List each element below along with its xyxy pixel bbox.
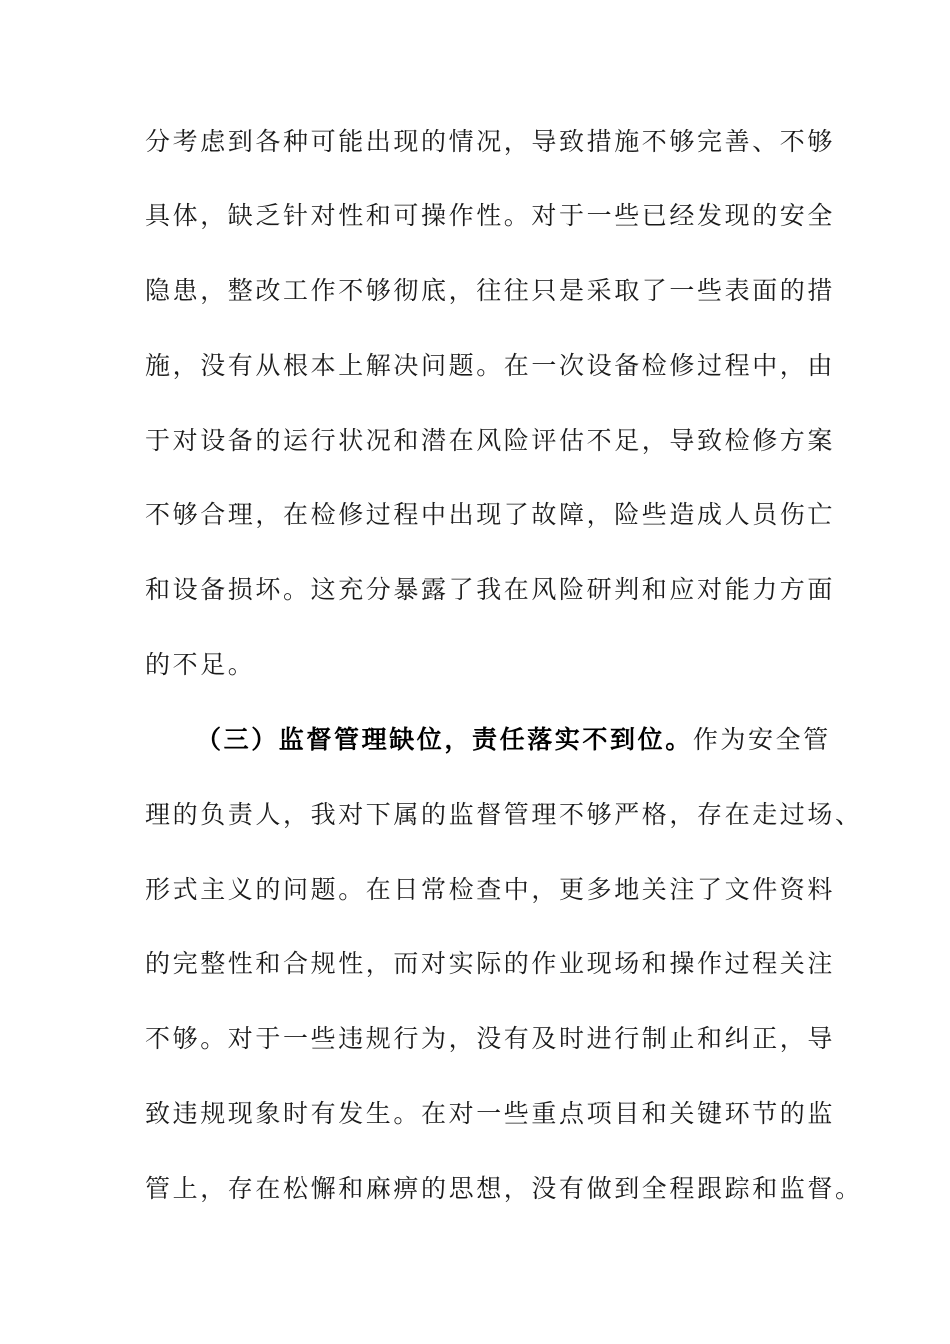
section-heading: （三）监督管理缺位，责任落实不到位。 (196, 725, 693, 754)
paragraph-line: 的不足。 (145, 650, 256, 679)
section-heading-line (196, 725, 831, 755)
paragraph-line: 不够合理，在检修过程中出现了故障，险些造成人员伤亡 (145, 500, 836, 529)
paragraph-line: 理的负责人，我对下属的监督管理不够严格，存在走过场、 (145, 800, 863, 829)
paragraph-line: 管上，存在松懈和麻痹的思想，没有做到全程跟踪和监督。 (145, 1174, 863, 1203)
paragraph-line: 的完整性和合规性，而对实际的作业现场和操作过程关注 (145, 949, 836, 978)
paragraph-line: 隐患，整改工作不够彻底，往往只是采取了一些表面的措 (145, 276, 836, 305)
paragraph-line: 和设备损坏。这充分暴露了我在风险研判和应对能力方面 (145, 575, 836, 604)
paragraph-line: 具体，缺乏针对性和可操作性。对于一些已经发现的安全 (145, 201, 836, 230)
paragraph-line: 不够。对于一些违规行为，没有及时进行制止和纠正，导 (145, 1024, 836, 1053)
paragraph-line: 施，没有从根本上解决问题。在一次设备检修过程中，由 (145, 351, 836, 380)
section-heading-continuation: 作为安全管 (692, 725, 831, 754)
paragraph-line: 致违规现象时有发生。在对一些重点项目和关键环节的监 (145, 1099, 836, 1128)
paragraph-line: 于对设备的运行状况和潜在风险评估不足，导致检修方案 (145, 426, 836, 455)
paragraph-line: 分考虑到各种可能出现的情况，导致措施不够完善、不够 (145, 127, 836, 156)
paragraph-line: 形式主义的问题。在日常检查中，更多地关注了文件资料 (145, 875, 836, 904)
